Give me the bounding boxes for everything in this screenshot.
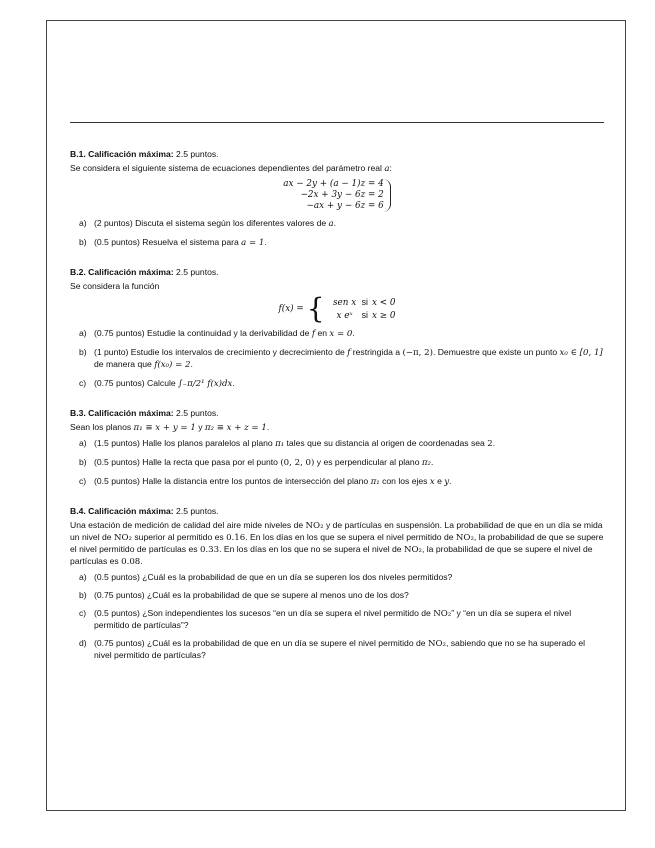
b2-items	[70, 328, 604, 390]
section-b2	[70, 267, 604, 390]
b1-equation-system	[70, 179, 604, 212]
left-brace: {	[306, 292, 325, 325]
b3-header: B.3. Calificación máxima: 2.5 puntos.	[70, 408, 219, 418]
b1-header: B.1. Calificación máxima: 2.5 puntos.	[70, 149, 219, 159]
equation-3: −ax + y − 6z = 6	[306, 201, 384, 211]
b3-item-b: b) (0.5 puntos) Halle la recta que pasa por el punto (0, 2, 0) y es perpendicular al plano π₂.	[79, 457, 434, 468]
b4-item-a: a) (0.5 puntos) ¿Cuál es la probabilidad de que en un día se superen los dos niveles permitidos?	[79, 572, 453, 582]
b4-item-c: c) (0.5 puntos) ¿Son independientes los sucesos “en un día se supera el nivel permitido de NO₂” y “en un día se supera el nivel permitido de partículas”?	[79, 608, 572, 630]
b4-item-b: b) (0.75 puntos) ¿Cuál es la probabilidad de que se supere al menos uno de los dos?	[79, 590, 409, 600]
section-b1	[70, 149, 604, 249]
b3-intro: Sean los planos π₁ ≡ x + y = 1 y π₂ ≡ x + z = 1.	[70, 422, 270, 433]
header-rule	[70, 122, 604, 123]
b3-item-a: a) (1.5 puntos) Halle los planos paralelos al plano π₁ tales que su distancia al origen de coordenadas sea 2.	[79, 438, 496, 449]
b4-items	[70, 572, 604, 661]
b3-items	[70, 438, 604, 488]
b2-item-b: b) (1 punto) Estudie los intervalos de crecimiento y decrecimiento de f restringida a (−π, 2). Demuestre que existe un punto x₀ ∈ [0, 1] de manera que f(x₀) = 2.	[79, 347, 603, 370]
case-2: x eˣ si x ≥ 0	[336, 310, 396, 321]
equation-2: −2x + 3y − 6z = 2	[300, 190, 384, 200]
b1-item-a: a) (2 puntos) Discuta el sistema según los diferentes valores de a.	[79, 218, 337, 229]
section-b3	[70, 408, 604, 488]
exam-content	[70, 149, 604, 679]
b4-intro: Una estación de medición de calidad del aire mide niveles de NO₂ y de partículas en suspensión. La probabilidad de que en un día se mida un nivel de NO₂ superior al permitido es 0.16. En los días en los que se supera el nivel permitido de NO₂, la probabilidad de que se supere el nivel permitido de partículas es 0.33. En los días en los que no se supera el nivel de NO₂, la probabilidad de que se supere el nivel de partículas es 0.08.	[70, 520, 604, 567]
equation-system-brace	[283, 179, 391, 212]
section-b4	[70, 506, 604, 661]
b1-intro: Se considera el siguiente sistema de ecuaciones dependientes del parámetro real a:	[70, 163, 392, 174]
function-cases	[328, 296, 396, 322]
b2-item-c: c) (0.75 puntos) Calcule ∫₋π/2¹ f(x)dx.	[79, 378, 235, 389]
b2-header: B.2. Calificación máxima: 2.5 puntos.	[70, 267, 219, 277]
b2-item-a: a) (0.75 puntos) Estudie la continuidad y la derivabilidad de f en x = 0.	[79, 328, 355, 339]
b4-item-d: d) (0.75 puntos) ¿Cuál es la probabilidad de que en un día se supere el nivel permitido de NO₂, sabiendo que no se ha superado el nivel permitido de partículas?	[79, 638, 586, 660]
b1-items	[70, 218, 604, 249]
b4-header: B.4. Calificación máxima: 2.5 puntos.	[70, 506, 219, 516]
b2-piecewise-function	[70, 292, 604, 325]
b3-item-c: c) (0.5 puntos) Halle la distancia entre los puntos de intersección del plano π₁ con los ejes x e y.	[79, 476, 452, 487]
b2-intro: Se considera la función	[70, 281, 160, 291]
exam-page	[46, 20, 626, 811]
b1-item-b: b) (0.5 puntos) Resuelva el sistema para a = 1.	[79, 237, 267, 248]
equation-1: ax − 2y + (a − 1)z = 4	[283, 179, 384, 189]
case-1: sen x si x < 0	[333, 297, 396, 308]
function-lhs: f(x) =	[278, 303, 304, 314]
